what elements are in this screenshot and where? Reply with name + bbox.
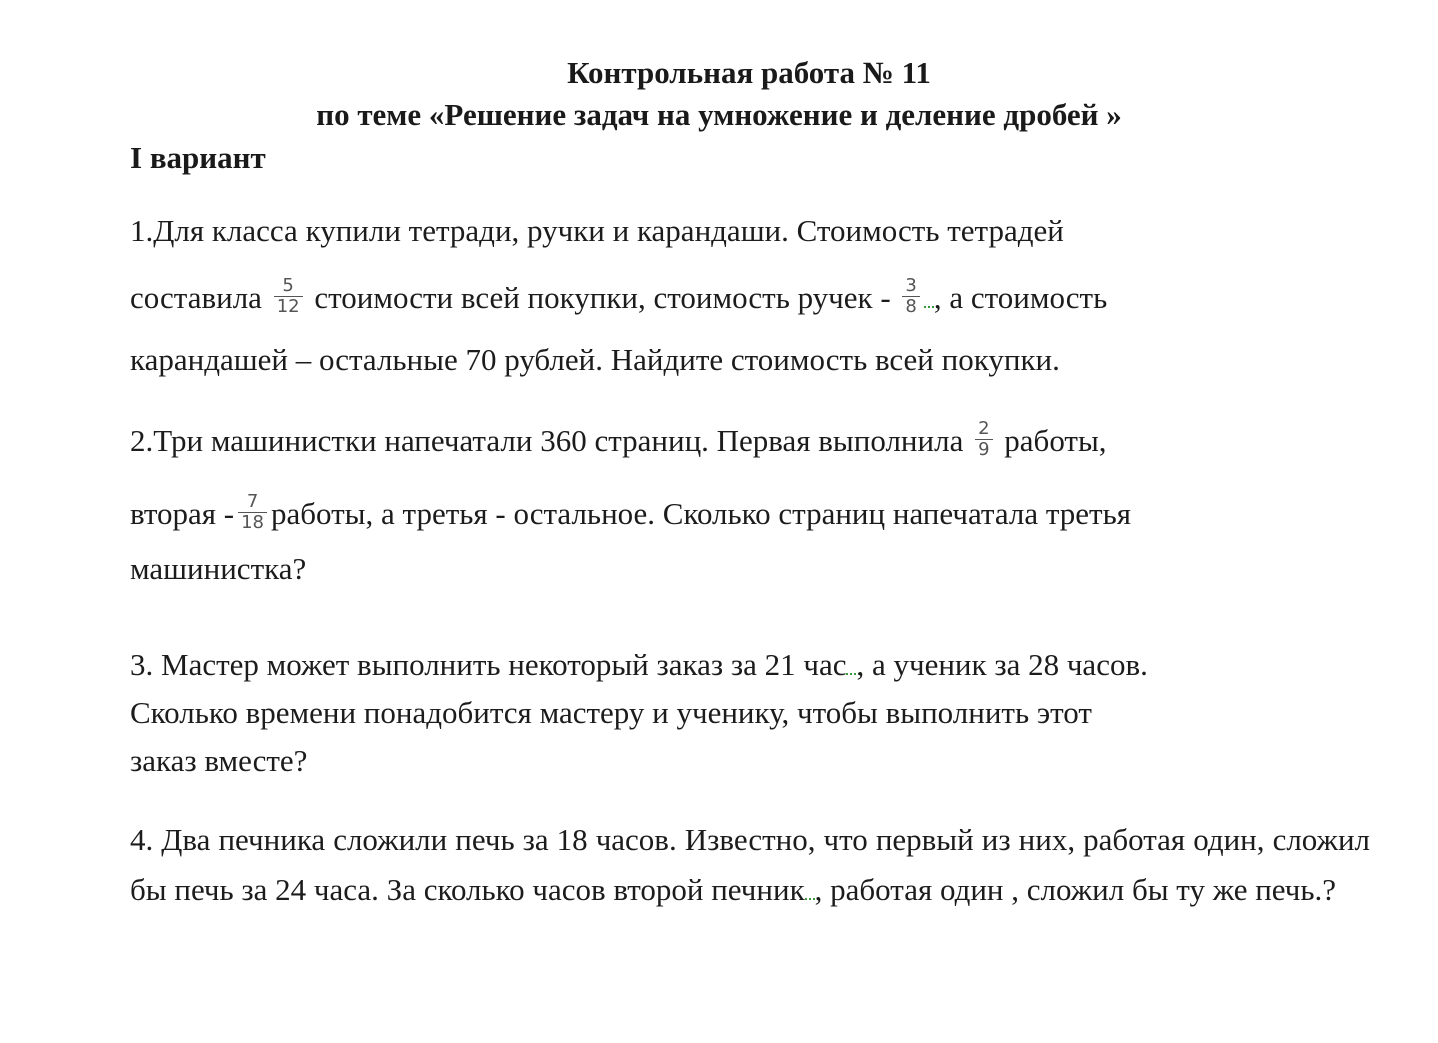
problem-3-text-d: заказ вместе? xyxy=(130,743,308,778)
problem-2-text-d: работы, а третья - остальное. Сколько страниц напечатала третья xyxy=(271,496,1131,531)
problem-1-text-c: стоимости всей покупки, стоимость ручек - xyxy=(314,280,891,315)
problem-3-text-b: , а ученик за 28 часов. xyxy=(856,647,1148,682)
problem-2-text-a: 2.Три машинистки напечатали 360 страниц. Первая выполнила xyxy=(130,423,964,458)
problem-1-text-b: составила xyxy=(130,280,262,315)
problem-4-text-a: 4. Два печника сложили печь за 18 часов. Известно, что первый из них, работая один, сложил бы печь за 24 часа. За сколько часов второй печник xyxy=(130,822,1370,907)
fraction-3-8 xyxy=(902,276,919,318)
problem-1 xyxy=(130,213,1370,391)
problem-4 xyxy=(130,815,1370,915)
problem-1-text-e: карандашей – остальные 70 рублей. Найдите стоимость всей покупки. xyxy=(130,342,1060,377)
problem-2-text-b: работы, xyxy=(1004,423,1107,458)
fraction-numerator: 3 xyxy=(905,274,917,296)
test-topic: по теме «Решение задач на умножение и деление дробей » xyxy=(316,97,1122,132)
problem-2-text-c: вторая - xyxy=(130,496,235,531)
fraction-5-12 xyxy=(274,276,303,318)
problem-4-text-c: работая один , сложил бы ту же печь.? xyxy=(830,872,1337,907)
fraction-numerator: 5 xyxy=(282,274,294,296)
fraction-denominator: 9 xyxy=(975,439,992,461)
fraction-numerator: 2 xyxy=(978,417,990,439)
test-title: Контрольная работа № 11 xyxy=(567,55,931,90)
problem-3 xyxy=(130,641,1370,785)
fraction-denominator: 8 xyxy=(902,296,919,318)
fraction-2-9 xyxy=(975,419,992,461)
fraction-denominator: 18 xyxy=(238,512,267,534)
problem-2-text-e: машинистка? xyxy=(130,551,307,586)
problem-1-text-d: , а стоимость xyxy=(933,280,1108,315)
fraction-7-18 xyxy=(238,492,267,534)
problem-4-text-b: , xyxy=(814,872,823,907)
problem-1-line-1: 1.Для класса купили тетради, ручки и карандаши. Стоимость тетрадей xyxy=(130,213,1064,248)
variant-label: I вариант xyxy=(130,140,266,175)
fraction-numerator: 7 xyxy=(246,490,259,512)
problem-3-text-a: 3. Мастер может выполнить некоторый заказ за 21 час xyxy=(130,647,847,682)
problem-3-text-c: Сколько времени понадобится мастеру и ученику, чтобы выполнить этот xyxy=(130,695,1092,730)
fraction-denominator: 12 xyxy=(274,296,303,318)
problem-2 xyxy=(130,404,1370,623)
